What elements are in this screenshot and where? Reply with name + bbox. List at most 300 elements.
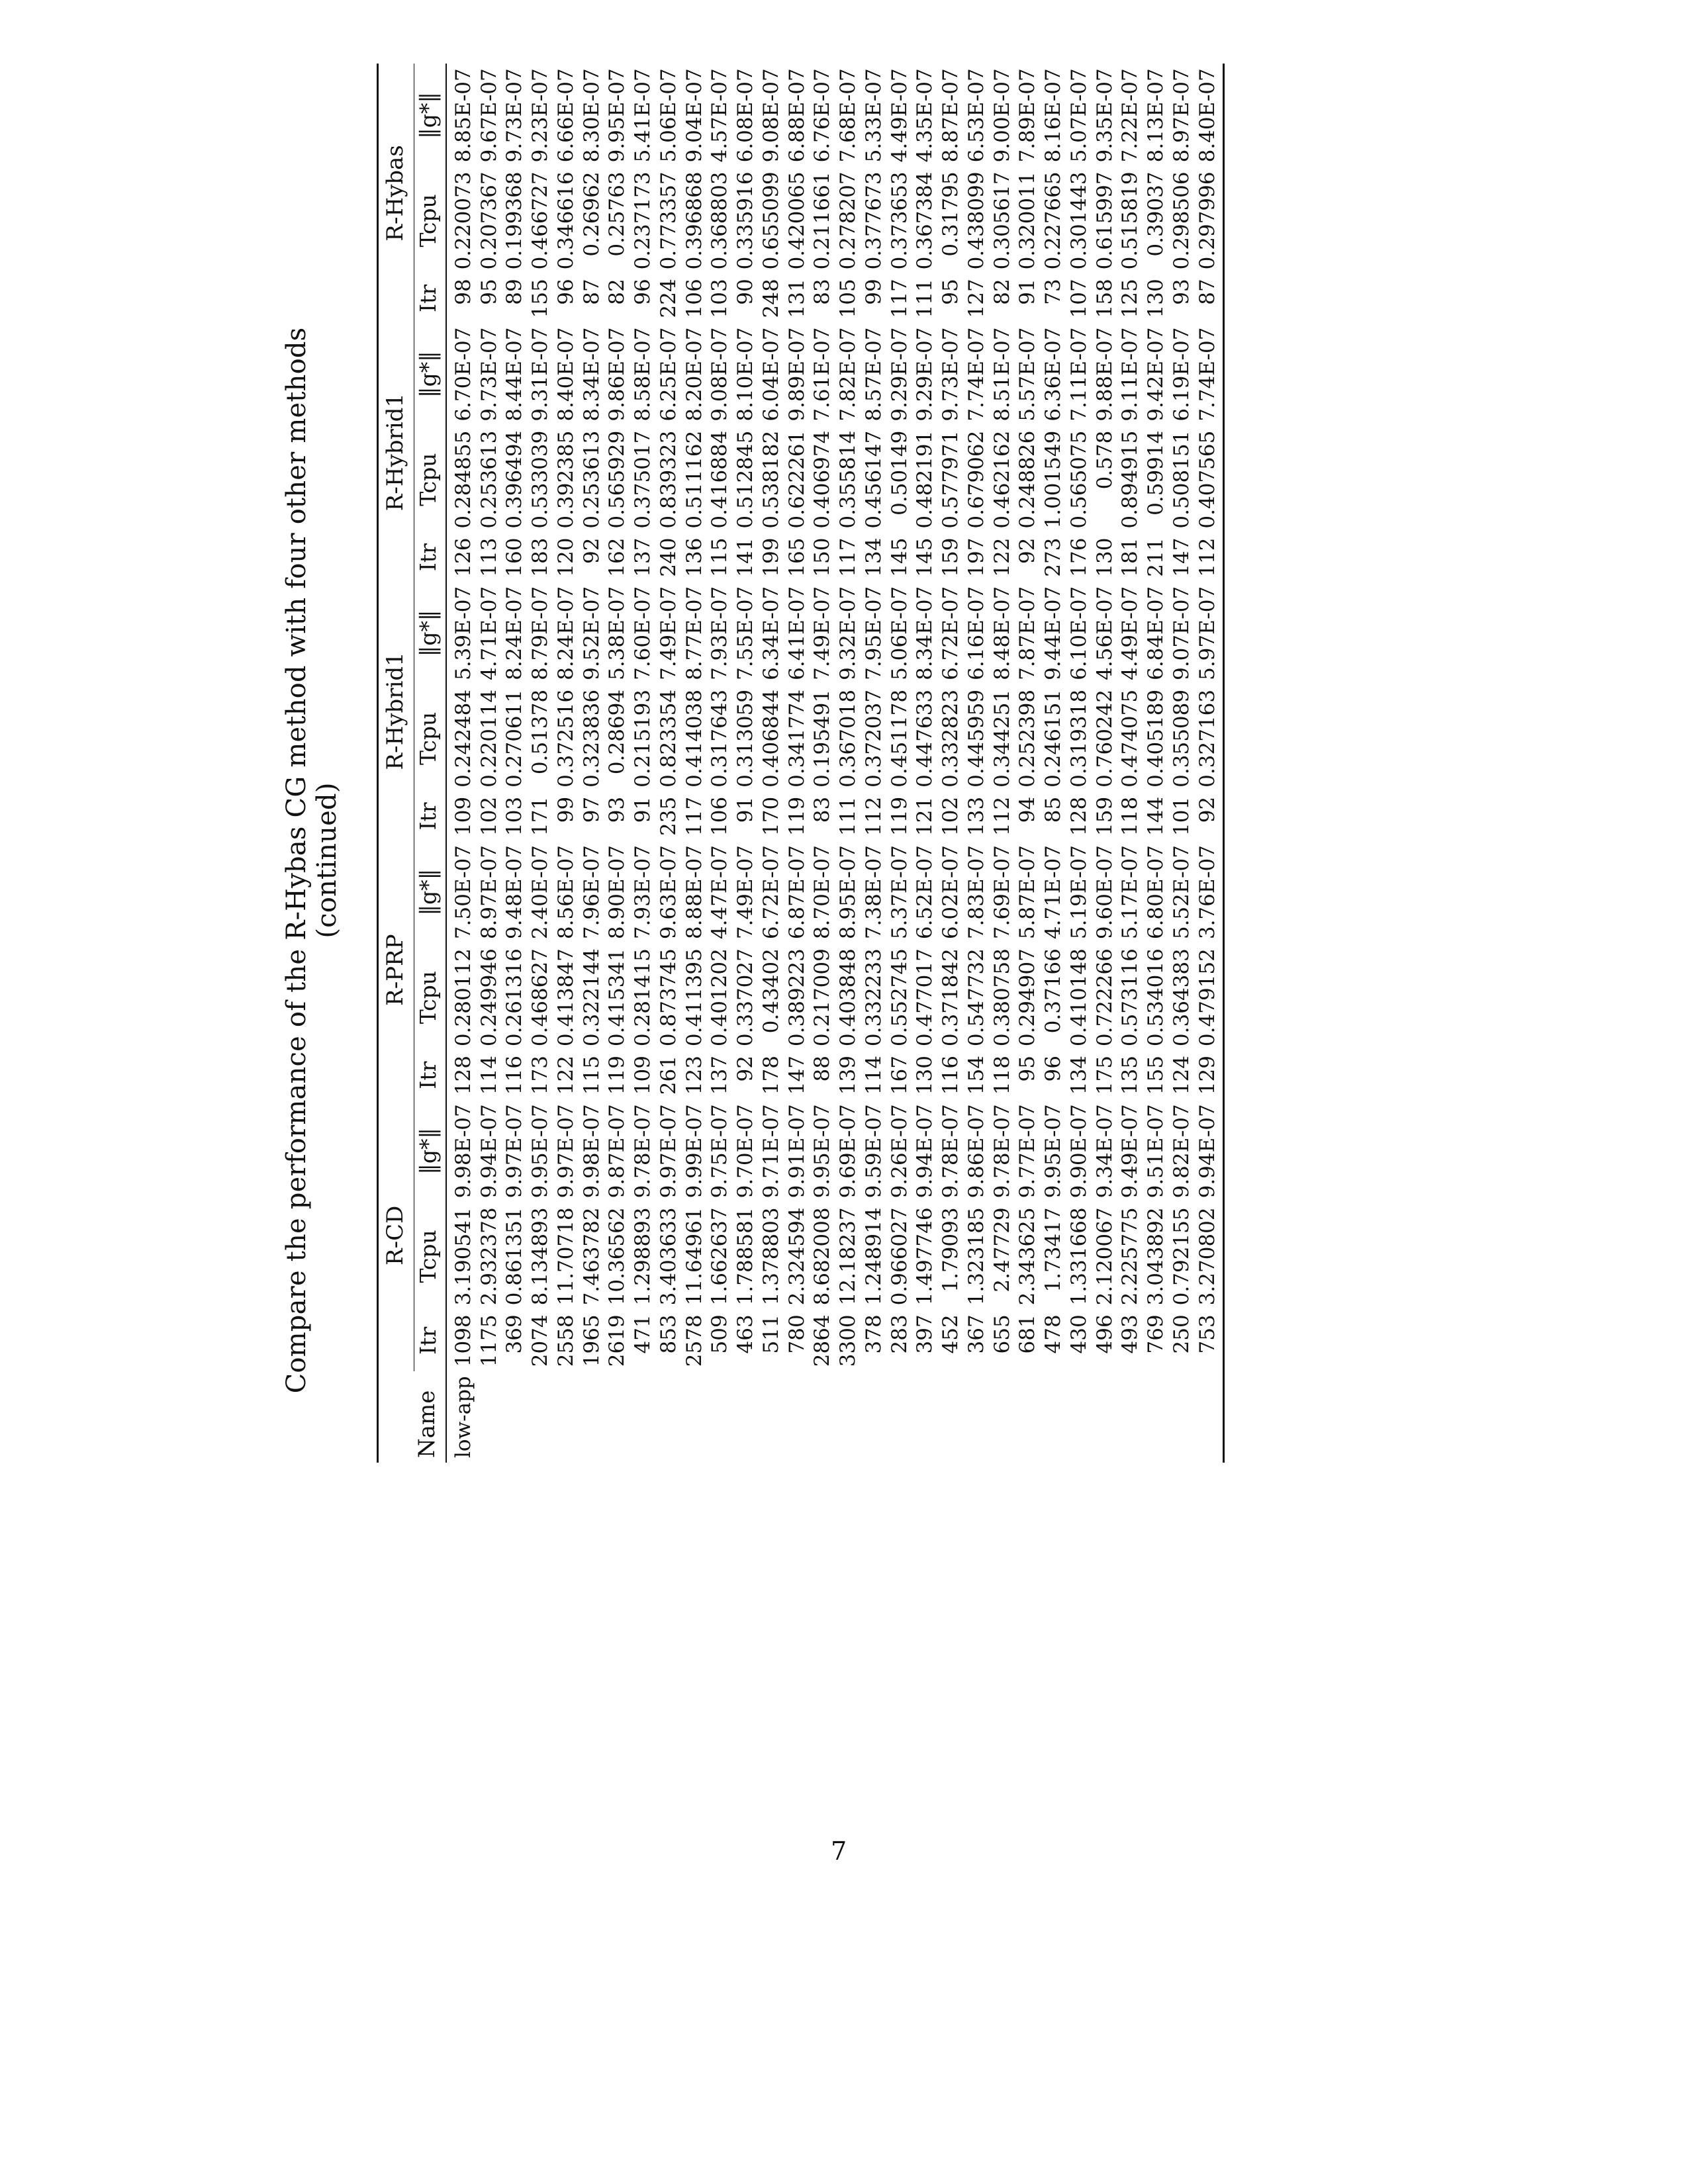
table-cell: 0.406844 <box>759 689 783 788</box>
table-cell: 4.71E-07 <box>477 586 501 680</box>
table-cell: 250 <box>1169 1314 1194 1354</box>
table-cell: 115 <box>579 1056 604 1095</box>
table-cell: 0.533039 <box>528 430 552 529</box>
table-cell: 9.70E-07 <box>733 1104 757 1199</box>
table-cell: 0.565929 <box>605 430 630 529</box>
table-cell: 6.36E-07 <box>1041 327 1065 422</box>
table-cell: 0.894915 <box>1118 430 1143 529</box>
table-cell: 0.534016 <box>1144 948 1168 1047</box>
table-cell: 0.462162 <box>990 430 1014 529</box>
table-cell: 145 <box>887 537 912 577</box>
table-cell: 0.482191 <box>913 430 937 529</box>
table-cell: 8.34E-07 <box>579 327 604 422</box>
table-cell: 7.89E-07 <box>1015 68 1040 163</box>
table-cell: 7.22E-07 <box>1118 68 1143 163</box>
row-name-cell <box>784 1371 810 1463</box>
table-cell: 0.577971 <box>939 430 962 529</box>
table-cell: 9.98E-07 <box>579 1104 604 1199</box>
table-cell: 0.375017 <box>631 430 655 529</box>
table-cell: 0.515819 <box>1118 171 1143 270</box>
table-cell: 9.32E-07 <box>836 586 860 680</box>
table-cell: 8.88E-07 <box>682 845 706 940</box>
table-cell: 3.270802 <box>1195 1203 1224 1310</box>
table-cell: 6.19E-07 <box>1169 327 1194 422</box>
table-row <box>1195 64 1224 1463</box>
table-cell: 96 <box>1041 1056 1065 1082</box>
table-cell: 0.31795 <box>939 171 962 257</box>
table-cell: 133 <box>964 796 988 836</box>
row-name-cell <box>682 1371 708 1463</box>
table-cell: 9.78E-07 <box>990 1104 1014 1199</box>
table-cell: 128 <box>451 1056 475 1095</box>
table-row <box>759 64 784 1463</box>
table-cell: 107 <box>1066 279 1091 318</box>
table-cell: 9.91E-07 <box>784 1104 809 1199</box>
row-name-cell <box>733 1371 759 1463</box>
table-cell: 123 <box>682 1056 706 1095</box>
table-cell: 8.87E-07 <box>939 68 962 163</box>
table-cell: 471 <box>631 1314 655 1354</box>
table-cell: 9.04E-07 <box>682 68 706 163</box>
table-cell: 94 <box>1015 796 1040 823</box>
table-cell: 199 <box>759 537 783 577</box>
table-cell: 0.380758 <box>990 948 1014 1047</box>
table-cell: 9.73E-07 <box>477 327 501 422</box>
row-name-cell <box>477 1371 502 1463</box>
table-cell: 681 <box>1015 1314 1040 1354</box>
row-name-cell <box>861 1371 887 1463</box>
table-cell: 9.69E-07 <box>836 1104 860 1199</box>
table-cell: 0.411395 <box>682 948 706 1047</box>
table-cell: 7.463782 <box>579 1207 604 1306</box>
table-cell: 0.270611 <box>502 689 527 788</box>
table-cell: 9.49E-07 <box>1118 1104 1143 1199</box>
table-cell: 7.49E-07 <box>810 586 835 680</box>
table-cell: 8.77E-07 <box>682 586 706 680</box>
table-cell: 0.313059 <box>733 689 757 788</box>
table-cell: 9.95E-07 <box>810 1104 835 1199</box>
table-cell: 98 <box>451 279 475 305</box>
table-cell: 2.47729 <box>990 1207 1014 1293</box>
table-cell: 0.438099 <box>964 171 988 270</box>
table-cell: 0.252398 <box>1015 689 1040 788</box>
table-cell: 2619 <box>605 1314 630 1367</box>
table-cell: 113 <box>477 537 501 577</box>
table-cell: 780 <box>784 1314 809 1354</box>
table-cell: 0.451178 <box>887 689 912 788</box>
table-cell: 130 <box>1144 279 1168 318</box>
table-cell: 10.36562 <box>605 1207 630 1306</box>
table-cell: 0.355814 <box>836 430 860 529</box>
table-cell: 7.38E-07 <box>861 845 886 940</box>
table-cell: 0.281415 <box>631 948 655 1047</box>
table-cell: 0.511162 <box>682 430 706 529</box>
table-cell: 0.297996 <box>1195 167 1224 274</box>
table-row <box>446 64 477 1463</box>
table-cell: 6.04E-07 <box>759 327 783 422</box>
table-cell: 125 <box>1118 279 1143 318</box>
table-row <box>1117 64 1143 1463</box>
table-cell: 0.823354 <box>656 689 680 788</box>
table-cell: 0.195491 <box>810 689 835 788</box>
row-name-cell <box>938 1371 964 1463</box>
table-cell: 7.74E-07 <box>1195 323 1224 426</box>
table-cell: 112 <box>990 796 1014 836</box>
table-cell: 8.44E-07 <box>502 327 527 422</box>
table-row <box>887 64 913 1463</box>
table-cell: 0.215193 <box>631 689 655 788</box>
table-cell: 5.19E-07 <box>1066 845 1091 940</box>
table-cell: 0.246151 <box>1041 689 1065 788</box>
table-cell: 112 <box>861 796 886 836</box>
table-cell: 211 <box>1144 537 1168 577</box>
table-cell: 3.76E-07 <box>1195 841 1224 944</box>
table-cell: 235 <box>656 796 680 836</box>
table-cell: 6.84E-07 <box>1144 586 1168 680</box>
table-cell: 8.97E-07 <box>477 845 501 940</box>
table-cell: 88 <box>810 1056 835 1082</box>
table-cell: 8.34E-07 <box>913 586 937 680</box>
table-cell: 0.420065 <box>784 171 809 270</box>
table-cell: 0.249946 <box>477 948 501 1047</box>
table-cell: 9.00E-07 <box>990 68 1014 163</box>
table-cell: 1.378803 <box>759 1207 783 1306</box>
table-cell: 0.322144 <box>579 948 604 1047</box>
table-cell: 8.48E-07 <box>990 586 1014 680</box>
table-cell: 0.839323 <box>656 430 680 529</box>
table-cell: 109 <box>631 1056 655 1095</box>
table-row <box>1015 64 1041 1463</box>
table-cell: 0.392385 <box>553 430 578 529</box>
table-cell: 0.410148 <box>1066 948 1091 1047</box>
table-cell: 9.97E-07 <box>656 1104 680 1199</box>
table-cell: 95 <box>1015 1056 1040 1082</box>
table-cell: 92 <box>1195 792 1224 841</box>
table-cell: 1.298893 <box>631 1207 655 1306</box>
table-cell: 118 <box>1118 796 1143 836</box>
table-cell: 158 <box>1092 279 1117 318</box>
table-cell: 367 <box>964 1314 988 1354</box>
table-cell: 0.389223 <box>784 948 809 1047</box>
table-cell: 1.323185 <box>964 1207 988 1306</box>
table-row <box>502 64 528 1463</box>
table-cell: 6.70E-07 <box>451 327 475 422</box>
table-cell: 1.662637 <box>708 1207 732 1306</box>
table-cell: 9.52E-07 <box>579 586 604 680</box>
table-cell: 4.71E-07 <box>1041 845 1065 940</box>
table-cell: 9.60E-07 <box>1092 845 1117 940</box>
table-cell: 73 <box>1041 279 1065 305</box>
table-row <box>964 64 990 1463</box>
table-cell: 111 <box>836 796 860 836</box>
table-cell: 135 <box>1118 1056 1143 1095</box>
table-row <box>1143 64 1169 1463</box>
table-cell: 1175 <box>477 1314 501 1367</box>
table-cell: 139 <box>836 1056 860 1095</box>
table-cell: 0.368803 <box>708 171 732 270</box>
table-cell: 197 <box>964 537 988 577</box>
row-name-cell <box>1169 1371 1195 1463</box>
itr-header: Itr <box>414 533 446 582</box>
table-row <box>579 64 605 1463</box>
table-cell: 114 <box>477 1056 501 1095</box>
table-cell: 9.94E-07 <box>913 1104 937 1199</box>
table-cell: 9.95E-07 <box>605 68 630 163</box>
table-cell: 102 <box>477 796 501 836</box>
table-cell: 9.23E-07 <box>528 68 552 163</box>
table-cell: 7.50E-07 <box>451 845 475 940</box>
table-cell: 9.94E-07 <box>1195 1099 1224 1203</box>
table-cell: 9.87E-07 <box>605 1104 630 1199</box>
table-cell: 131 <box>784 279 809 318</box>
table-cell: 8.40E-07 <box>1195 64 1224 167</box>
table-cell: 9.94E-07 <box>477 1104 501 1199</box>
table-cell: 93 <box>1169 279 1194 305</box>
table-cell: 8.57E-07 <box>861 327 886 422</box>
table-cell: 115 <box>708 537 732 577</box>
table-cell: 128 <box>1066 796 1091 836</box>
table-cell: 7.83E-07 <box>964 845 988 940</box>
table-cell: 0.211661 <box>810 171 835 270</box>
table-cell: 0.319318 <box>1066 689 1091 788</box>
table-cell: 0.396868 <box>682 171 706 270</box>
table-cell: 2.932378 <box>477 1207 501 1306</box>
table-cell: 1098 <box>451 1314 475 1367</box>
row-name-cell: low-app <box>451 1376 475 1458</box>
gnorm-header: ‖g*‖ <box>414 1099 446 1203</box>
table-cell: 8.51E-07 <box>990 327 1014 422</box>
table-cell: 0.416884 <box>708 430 732 529</box>
row-name-cell <box>502 1371 528 1463</box>
rotated-page-content <box>281 68 1407 1463</box>
table-cell: 1.73417 <box>1041 1207 1065 1293</box>
table-cell: 283 <box>887 1314 912 1354</box>
table-cell: 0.332233 <box>861 948 886 1047</box>
table-cell: 9.90E-07 <box>1066 1104 1091 1199</box>
table-cell: 2558 <box>553 1314 578 1367</box>
page-number: 7 <box>831 1837 847 1866</box>
table-cell: 170 <box>759 796 783 836</box>
table-cell: 0.547732 <box>964 948 988 1047</box>
table-cell: 9.89E-07 <box>784 327 809 422</box>
table-cell: 0.320011 <box>1015 171 1040 270</box>
method-header-r-prp: R-PRP <box>378 841 414 1099</box>
table-cell: 134 <box>861 537 886 577</box>
table-cell: 9.73E-07 <box>939 327 962 422</box>
table-cell: 7.87E-07 <box>1015 586 1040 680</box>
table-cell: 117 <box>682 796 706 836</box>
table-row <box>1041 64 1066 1463</box>
table-cell: 5.07E-07 <box>1066 68 1091 163</box>
table-cell: 5.33E-07 <box>861 68 886 163</box>
table-cell: 753 <box>1195 1310 1224 1371</box>
table-cell: 92 <box>733 1056 757 1082</box>
table-cell: 5.39E-07 <box>451 586 475 680</box>
table-cell: 9.11E-07 <box>1118 327 1143 422</box>
table-cell: 0.615997 <box>1092 171 1117 270</box>
method-header-r-hybrid1-b: R-Hybrid1 <box>378 323 414 582</box>
table-cell: 154 <box>964 1056 988 1095</box>
table-cell: 8.682008 <box>810 1207 835 1306</box>
table-cell: 4.49E-07 <box>887 68 912 163</box>
table-cell: 0.479152 <box>1195 944 1224 1051</box>
table-cell: 5.06E-07 <box>887 586 912 680</box>
table-row <box>553 64 579 1463</box>
table-cell: 0.413847 <box>553 948 578 1047</box>
table-cell: 8.13E-07 <box>1144 68 1168 163</box>
table-cell: 0.477017 <box>913 948 937 1047</box>
table-cell: 0.622261 <box>784 430 809 529</box>
table-cell: 155 <box>1144 1056 1168 1095</box>
table-cell: 0.722266 <box>1092 948 1117 1047</box>
row-name-cell <box>656 1371 682 1463</box>
table-cell: 122 <box>990 537 1014 577</box>
table-cell: 9.29E-07 <box>887 327 912 422</box>
table-cell: 5.37E-07 <box>887 845 912 940</box>
table-cell: 0.332823 <box>939 689 962 788</box>
row-name-cell <box>579 1371 605 1463</box>
table-cell: 0.552745 <box>887 948 912 1047</box>
table-row <box>1066 64 1092 1463</box>
table-cell: 120 <box>553 537 578 577</box>
table-cell: 769 <box>1144 1314 1168 1354</box>
table-cell: 7.55E-07 <box>733 586 757 680</box>
table-row <box>733 64 759 1463</box>
table-cell: 9.99E-07 <box>682 1104 706 1199</box>
table-cell: 9.86E-07 <box>605 327 630 422</box>
table-cell: 9.95E-07 <box>528 1104 552 1199</box>
table-cell: 85 <box>1041 796 1065 823</box>
table-cell: 2.324594 <box>784 1207 809 1306</box>
table-row <box>810 64 835 1463</box>
table-cell: 8.30E-07 <box>579 68 604 163</box>
table-cell: 2.40E-07 <box>528 845 552 940</box>
table-cell: 0.445959 <box>964 689 988 788</box>
method-header-row <box>378 64 414 1463</box>
table-cell: 6.02E-07 <box>939 845 962 940</box>
gnorm-header: ‖g*‖ <box>414 323 446 426</box>
table-cell: 0.966027 <box>887 1207 912 1306</box>
table-cell: 0.372037 <box>861 689 886 788</box>
table-cell: 0.512845 <box>733 430 757 529</box>
table-cell: 9.75E-07 <box>708 1104 732 1199</box>
table-cell: 11.64961 <box>682 1207 706 1306</box>
table-cell: 0.377673 <box>861 171 886 270</box>
table-cell: 8.79E-07 <box>528 586 552 680</box>
table-cell: 9.08E-07 <box>759 68 783 163</box>
row-name-cell <box>1195 1371 1224 1463</box>
table-cell: 0.28694 <box>605 689 630 775</box>
row-name-cell <box>1015 1371 1041 1463</box>
table-cell: 159 <box>939 537 962 577</box>
row-name-cell <box>1041 1371 1066 1463</box>
table-cell: 0.792155 <box>1169 1207 1194 1306</box>
table-cell: 159 <box>1092 796 1117 836</box>
table-cell: 496 <box>1092 1314 1117 1354</box>
table-cell: 1.788581 <box>733 1207 757 1306</box>
table-cell: 0.317643 <box>708 689 732 788</box>
table-cell: 9.26E-07 <box>887 1104 912 1199</box>
table-cell: 9.29E-07 <box>913 327 937 422</box>
table-row <box>604 64 630 1463</box>
table-cell: 117 <box>887 279 912 318</box>
table-cell: 7.93E-07 <box>631 845 655 940</box>
table-cell: 9.34E-07 <box>1092 1104 1117 1199</box>
table-cell: 162 <box>605 537 630 577</box>
table-cell: 2.343625 <box>1015 1207 1040 1306</box>
table-cell: 478 <box>1041 1314 1065 1354</box>
table-cell: 178 <box>759 1056 783 1095</box>
row-name-cell <box>1092 1371 1118 1463</box>
table-cell: 8.90E-07 <box>605 845 630 940</box>
table-cell: 6.80E-07 <box>1144 845 1168 940</box>
table-row <box>528 64 553 1463</box>
table-cell: 0.337027 <box>733 948 757 1047</box>
table-cell: 0.50149 <box>887 430 912 516</box>
gnorm-header: ‖g*‖ <box>414 64 446 167</box>
table-cell: 2074 <box>528 1314 552 1367</box>
table-row <box>1169 64 1195 1463</box>
table-cell: 101 <box>1169 796 1194 836</box>
row-name-cell <box>964 1371 990 1463</box>
table-cell: 0.565075 <box>1066 430 1091 529</box>
table-cell: 114 <box>861 1056 886 1095</box>
table-cell: 0.261316 <box>502 948 527 1047</box>
gnorm-header: ‖g*‖ <box>414 582 446 685</box>
table-cell: 9.88E-07 <box>1092 327 1117 422</box>
table-cell: 8.10E-07 <box>733 327 757 422</box>
table-cell: 6.52E-07 <box>913 845 937 940</box>
table-cell: 0.280112 <box>451 948 475 1047</box>
table-cell: 89 <box>502 279 527 305</box>
table-row <box>682 64 708 1463</box>
table-cell: 119 <box>784 796 809 836</box>
table-cell: 9.59E-07 <box>861 1104 886 1199</box>
table-cell: 0.298506 <box>1169 171 1194 270</box>
table-cell: 5.87E-07 <box>1015 845 1040 940</box>
table-cell: 3.190541 <box>451 1207 475 1306</box>
table-cell: 5.38E-07 <box>605 586 630 680</box>
table-cell: 430 <box>1066 1314 1091 1354</box>
table-cell: 4.35E-07 <box>913 68 937 163</box>
table-cell: 92 <box>1015 537 1040 565</box>
table-cell: 0.301443 <box>1066 171 1091 270</box>
table-cell: 0.760242 <box>1092 689 1117 788</box>
table-cell: 0.415341 <box>605 948 630 1047</box>
table-cell: 8.56E-07 <box>553 845 578 940</box>
table-cell: 119 <box>605 1056 630 1095</box>
table-cell: 9.98E-07 <box>451 1104 475 1199</box>
table-cell: 106 <box>708 796 732 836</box>
table-cell: 129 <box>1195 1051 1224 1099</box>
subheader-row <box>414 64 446 1463</box>
table-cell: 463 <box>733 1314 757 1354</box>
table-cell: 0.248826 <box>1015 430 1040 529</box>
table-cell: 9.63E-07 <box>656 845 680 940</box>
table-cell: 0.403848 <box>836 948 860 1047</box>
table-cell: 0.323836 <box>579 689 604 788</box>
table-cell: 99 <box>861 279 886 305</box>
table-cell: 0.396494 <box>502 430 527 529</box>
table-cell: 167 <box>887 1056 912 1095</box>
row-name-cell <box>1143 1371 1169 1463</box>
table-cell: 655 <box>990 1314 1014 1354</box>
table-cell: 9.78E-07 <box>631 1104 655 1199</box>
table-cell: 8.95E-07 <box>836 845 860 940</box>
table-cell: 130 <box>1092 537 1117 577</box>
table-cell: 91 <box>733 796 757 823</box>
table-row <box>707 64 733 1463</box>
